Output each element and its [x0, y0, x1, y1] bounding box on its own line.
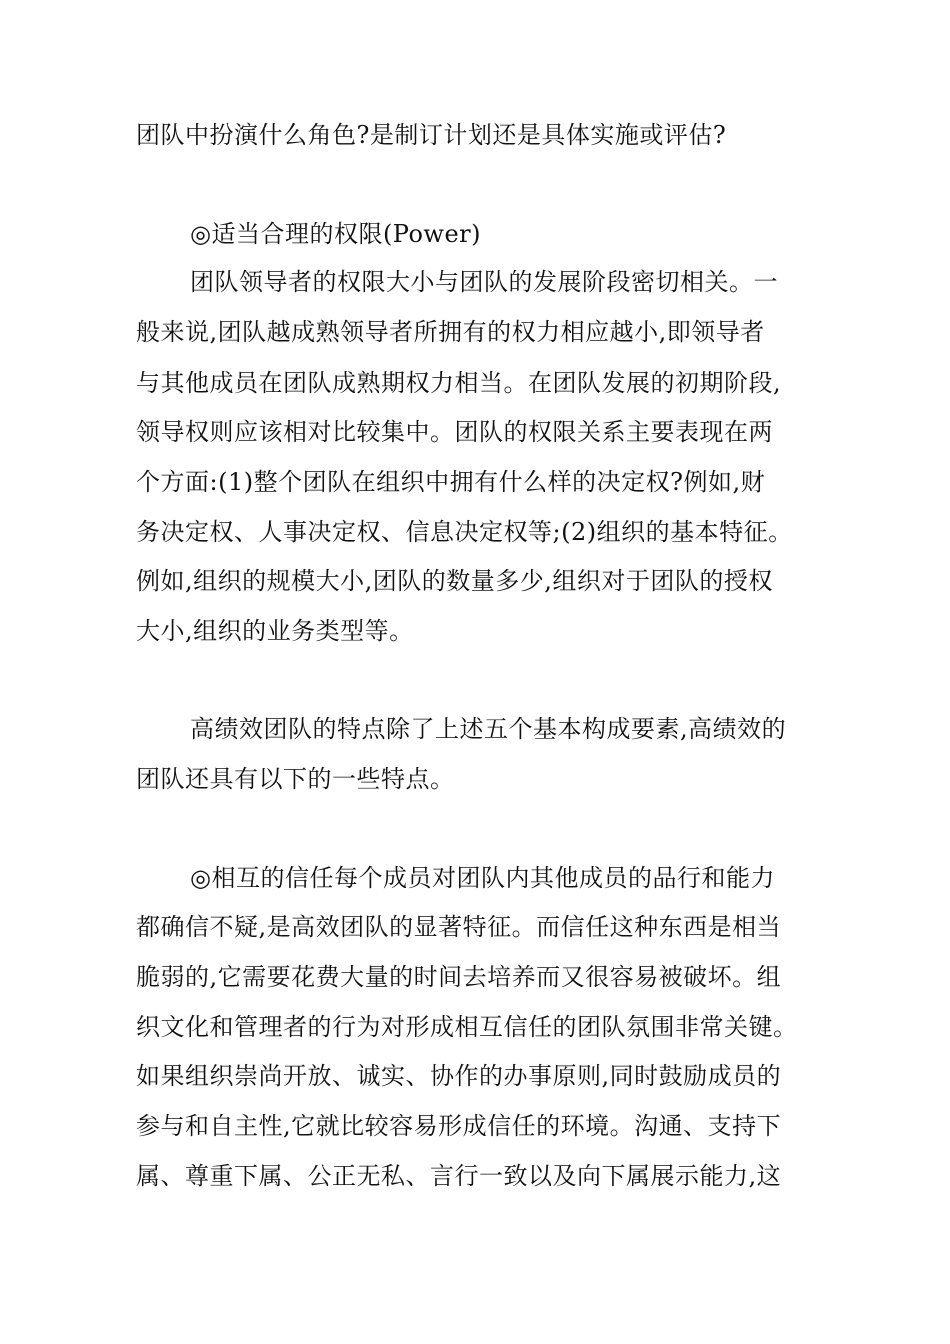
text-line: 团队还具有以下的一些特点。 — [136, 765, 455, 793]
text-line: 领导权则应该相对比较集中。团队的权限关系主要表现在两 — [136, 418, 773, 446]
text-line: 大小,组织的业务类型等。 — [136, 617, 414, 645]
text-line: 例如,组织的规模大小,团队的数量多少,组织对于团队的授权 — [136, 567, 773, 595]
text-line: 属、尊重下属、公正无私、言行一致以及向下属展示能力,这 — [136, 1162, 782, 1190]
text-line: 都确信不疑,是高效团队的显著特征。而信任这种东西是相当 — [136, 913, 782, 941]
section-heading-trust: ◎相互的信任每个成员对团队内其他成员的品行和能力 — [190, 864, 775, 892]
text-line: 团队中扮演什么角色?是制订计划还是具体实施或评估? — [136, 121, 727, 149]
text-line: 般来说,团队越成熟领导者所拥有的权力相应越小,即领导者 — [136, 318, 765, 346]
text-line: 脆弱的,它需要花费大量的时间去培养而又很容易被破坏。组 — [136, 963, 782, 991]
text-line: 与其他成员在团队成熟期权力相当。在团队发展的初期阶段, — [136, 369, 782, 397]
text-line: 参与和自主性,它就比较容易形成信任的环境。沟通、支持下 — [136, 1112, 782, 1140]
text-line: 团队领导者的权限大小与团队的发展阶段密切相关。一 — [190, 268, 778, 296]
text-line: 务决定权、人事决定权、信息决定权等;(2)组织的基本特征。 — [136, 518, 793, 546]
text-line: 高绩效团队的特点除了上述五个基本构成要素,高绩效的 — [190, 715, 787, 743]
text-line: 个方面:(1)整个团队在组织中拥有什么样的决定权?例如,财 — [136, 468, 766, 496]
text-line: 织文化和管理者的行为对形成相互信任的团队氛围非常关键。 — [136, 1013, 798, 1041]
section-heading-power: ◎适当合理的权限(Power) — [190, 220, 482, 248]
text-line: 如果组织崇尚开放、诚实、协作的办事原则,同时鼓励成员的 — [136, 1062, 782, 1090]
